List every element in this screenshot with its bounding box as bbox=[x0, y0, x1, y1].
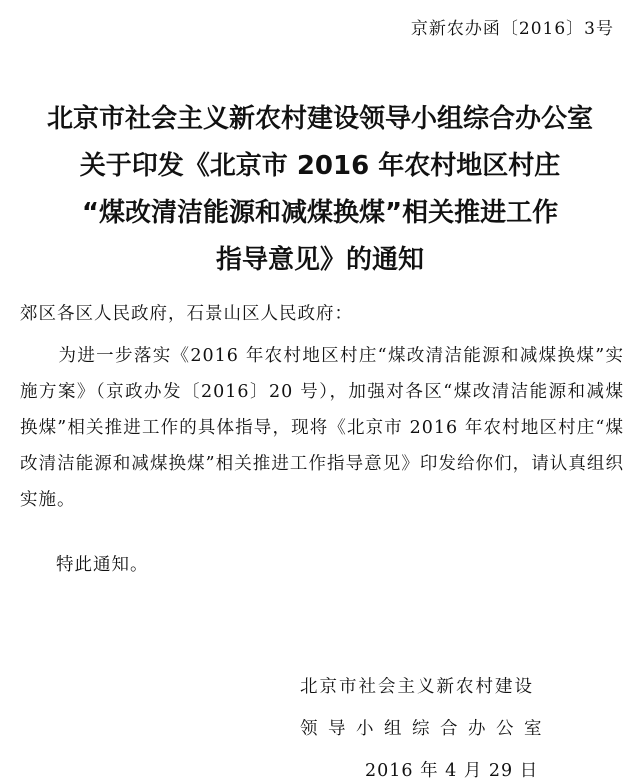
closing-remark: 特此通知。 bbox=[56, 555, 149, 575]
salutation: 郊区各区人民政府，石景山区人民政府： bbox=[20, 304, 353, 324]
title-line-2: 关于印发《北京市 2016 年农村地区村庄 bbox=[79, 151, 561, 181]
signature-org-line-2: 领导小组综合办公室 bbox=[300, 719, 552, 739]
signature-date: 2016 年 4 月 29 日 bbox=[365, 761, 539, 781]
body-paragraph: 为进一步落实《2016 年农村地区村庄“煤改清洁能源和减煤换煤”实施方案》（京政办发〔2016〕20 号），加强对各区“煤改清洁能源和减煤换煤”相关推进工作的具体指导，现将《北京市 2016 年农村地区村庄“煤改清洁能源和减煤换煤”相关推进工作指导意见》印发给你们，请认真组织实施。 bbox=[20, 346, 624, 510]
signature-org-line-1: 北京市社会主义新农村建设 bbox=[300, 677, 534, 697]
title-line-3: “煤改清洁能源和减煤换煤”相关推进工作 bbox=[81, 198, 559, 228]
document-title bbox=[0, 96, 640, 284]
document-number: 京新农办函〔2016〕3号 bbox=[410, 19, 614, 39]
title-line-4: 指导意见》的通知 bbox=[215, 245, 424, 275]
title-line-1: 北京市社会主义新农村建设领导小组综合办公室 bbox=[46, 104, 593, 134]
